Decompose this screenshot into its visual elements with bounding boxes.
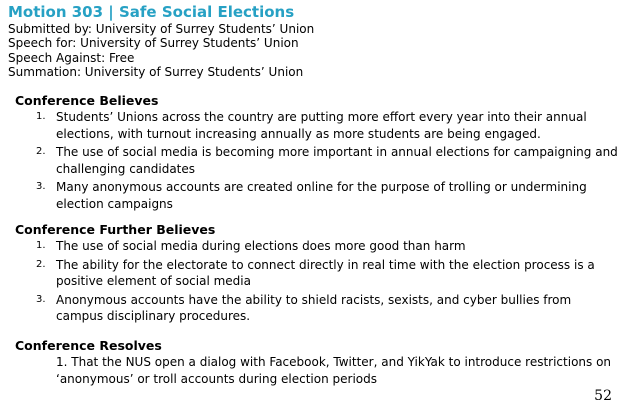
list-item	[15, 257, 622, 290]
further-believes-section	[15, 221, 622, 325]
list-number: 1.	[36, 111, 46, 122]
list-item	[15, 292, 622, 325]
speech-for: Speech for: University of Surrey Students’ Union	[8, 36, 299, 51]
submitted-by: Submitted by: University of Surrey Students’ Union	[8, 22, 315, 36]
list-number: 3.	[36, 293, 46, 305]
motion-meta	[8, 22, 314, 80]
list-number: 3.	[36, 181, 46, 192]
believes-section	[15, 92, 622, 212]
list-text: The ability for the electorate to connect directly in real time with the election process is a positive element of social media	[56, 257, 595, 288]
page-number: 52	[594, 388, 612, 404]
believes-heading: Conference Believes	[15, 93, 159, 108]
list-item	[15, 144, 622, 177]
list-text: The use of social media is becoming more important in annual elections for campaigning and challenging candidates	[56, 145, 618, 176]
list-text: The use of social media during elections does more good than harm	[56, 239, 466, 253]
list-text: Anonymous accounts have the ability to shield racists, sexists, and cyber bullies from campus disciplinary procedures.	[56, 292, 572, 323]
list-item	[15, 238, 622, 255]
believes-list	[15, 109, 622, 212]
resolves-text: 1. That the NUS open a dialog with Facebook, Twitter, and YikYak to introduce restrictions on ‘anonymous’ or troll accounts during election periods	[56, 355, 612, 386]
list-number: 1.	[36, 240, 46, 251]
list-text: Many anonymous accounts are created online for the purpose of trolling or undermining election campaigns	[56, 180, 587, 211]
speech-against: Speech Against: Free	[8, 50, 135, 65]
list-item	[15, 109, 622, 142]
list-item	[15, 179, 622, 212]
motion-title: Motion 303 | Safe Social Elections	[8, 3, 295, 21]
further-believes-list	[15, 238, 622, 325]
list-number: 2.	[36, 258, 46, 270]
resolves-section	[15, 337, 616, 387]
further-believes-heading: Conference Further Believes	[15, 222, 216, 237]
list-number: 2.	[36, 146, 46, 157]
resolves-heading: Conference Resolves	[15, 338, 162, 353]
summation: Summation: University of Surrey Students’ Union	[8, 65, 304, 80]
list-text: Students’ Unions across the country are putting more effort every year into their annual elections, with turnout increasing annually as more students are being engaged.	[56, 110, 587, 141]
